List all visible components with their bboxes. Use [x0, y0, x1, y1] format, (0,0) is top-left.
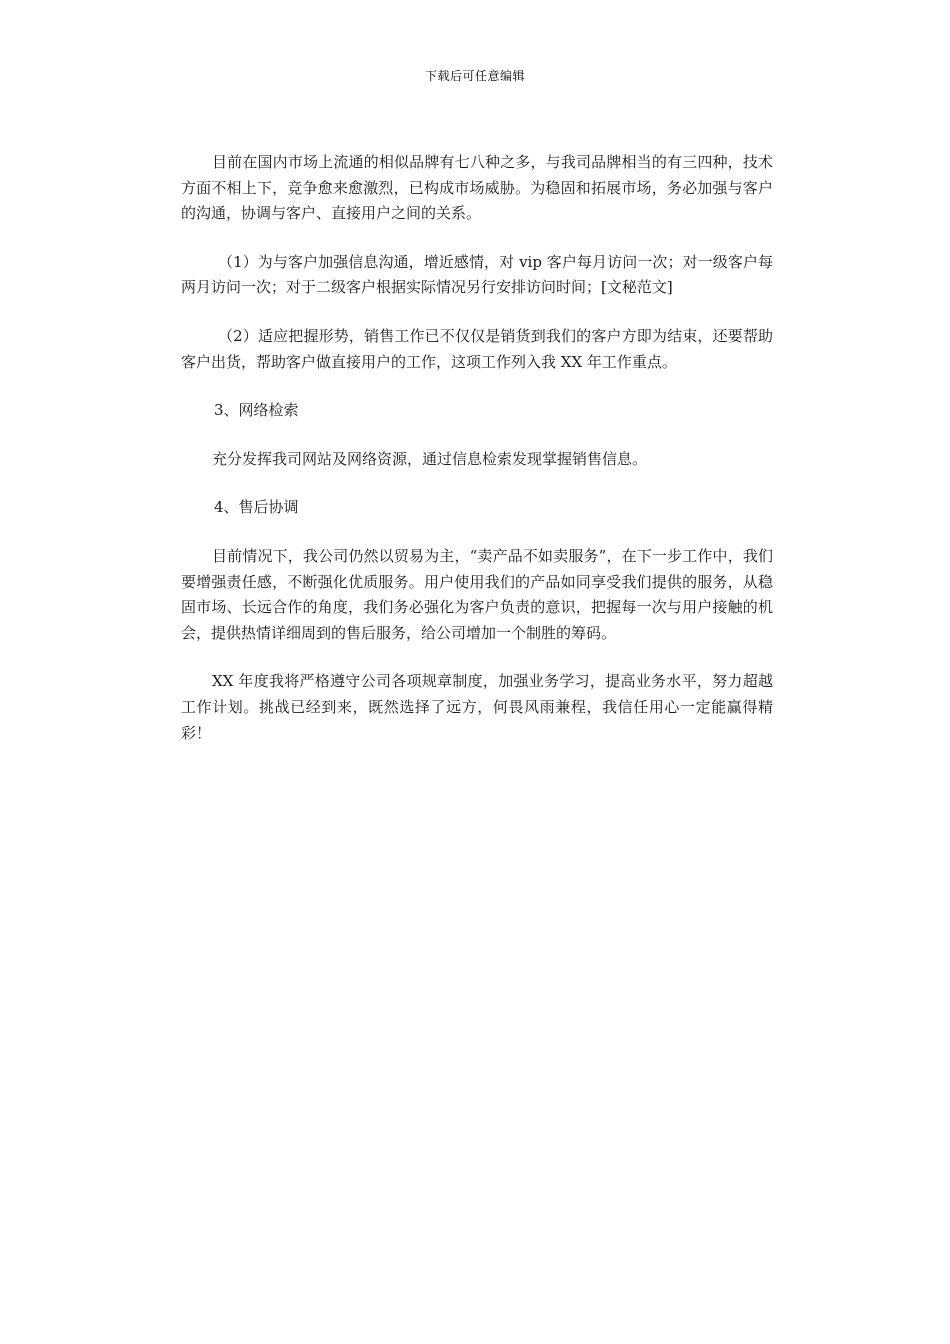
paragraph-market-overview: 目前在国内市场上流通的相似品牌有七八种之多，与我司品牌相当的有三四种，技术方面不相上下，竞争愈来愈激烈，已构成市场威胁。为稳固和拓展市场，务必加强与客户的沟通，协调与客户、直接用户之间的关系。 — [181, 153, 773, 223]
document-body — [181, 150, 773, 769]
paragraph-item-1: （1）为与客户加强信息沟通，增近感情，对 vip 客户每月访问一次；对一级客户每两月访问一次；对于二级客户根据实际情况另行安排访问时间；[文秘范文] — [181, 252, 773, 297]
section-heading-after-sales: 4、售后协调 — [214, 498, 299, 517]
paragraph-closing: XX 年度我将严格遵守公司各项规章制度，加强业务学习，提高业务水平，努力超越工作计划。挑战已经到来，既然选择了远方，何畏风雨兼程，我信任用心一定能赢得精彩！ — [181, 672, 773, 742]
paragraph-network-search: 充分发挥我司网站及网络资源，通过信息检索发现掌握销售信息。 — [212, 449, 648, 468]
section-heading-network-search: 3、网络检索 — [214, 401, 299, 420]
page-header: 下载后可任意编辑 — [424, 69, 525, 83]
paragraph-after-sales: 目前情况下，我公司仍然以贸易为主，“卖产品不如卖服务”，在下一步工作中，我们要增强责任感，不断强化优质服务。用户使用我们的产品如同享受我们提供的服务，从稳固市场、长远合作的角度，我们务必强化为客户负责的意识，把握每一次与用户接触的机会，提供热情详细周到的售后服务，给公司增加一个制胜的筹码。 — [181, 546, 773, 642]
paragraph-item-2: （2）适应把握形势，销售工作已不仅仅是销货到我们的客户方即为结束，还要帮助客户出货，帮助客户做直接用户的工作，这项工作列入我 XX 年工作重点。 — [181, 326, 773, 371]
